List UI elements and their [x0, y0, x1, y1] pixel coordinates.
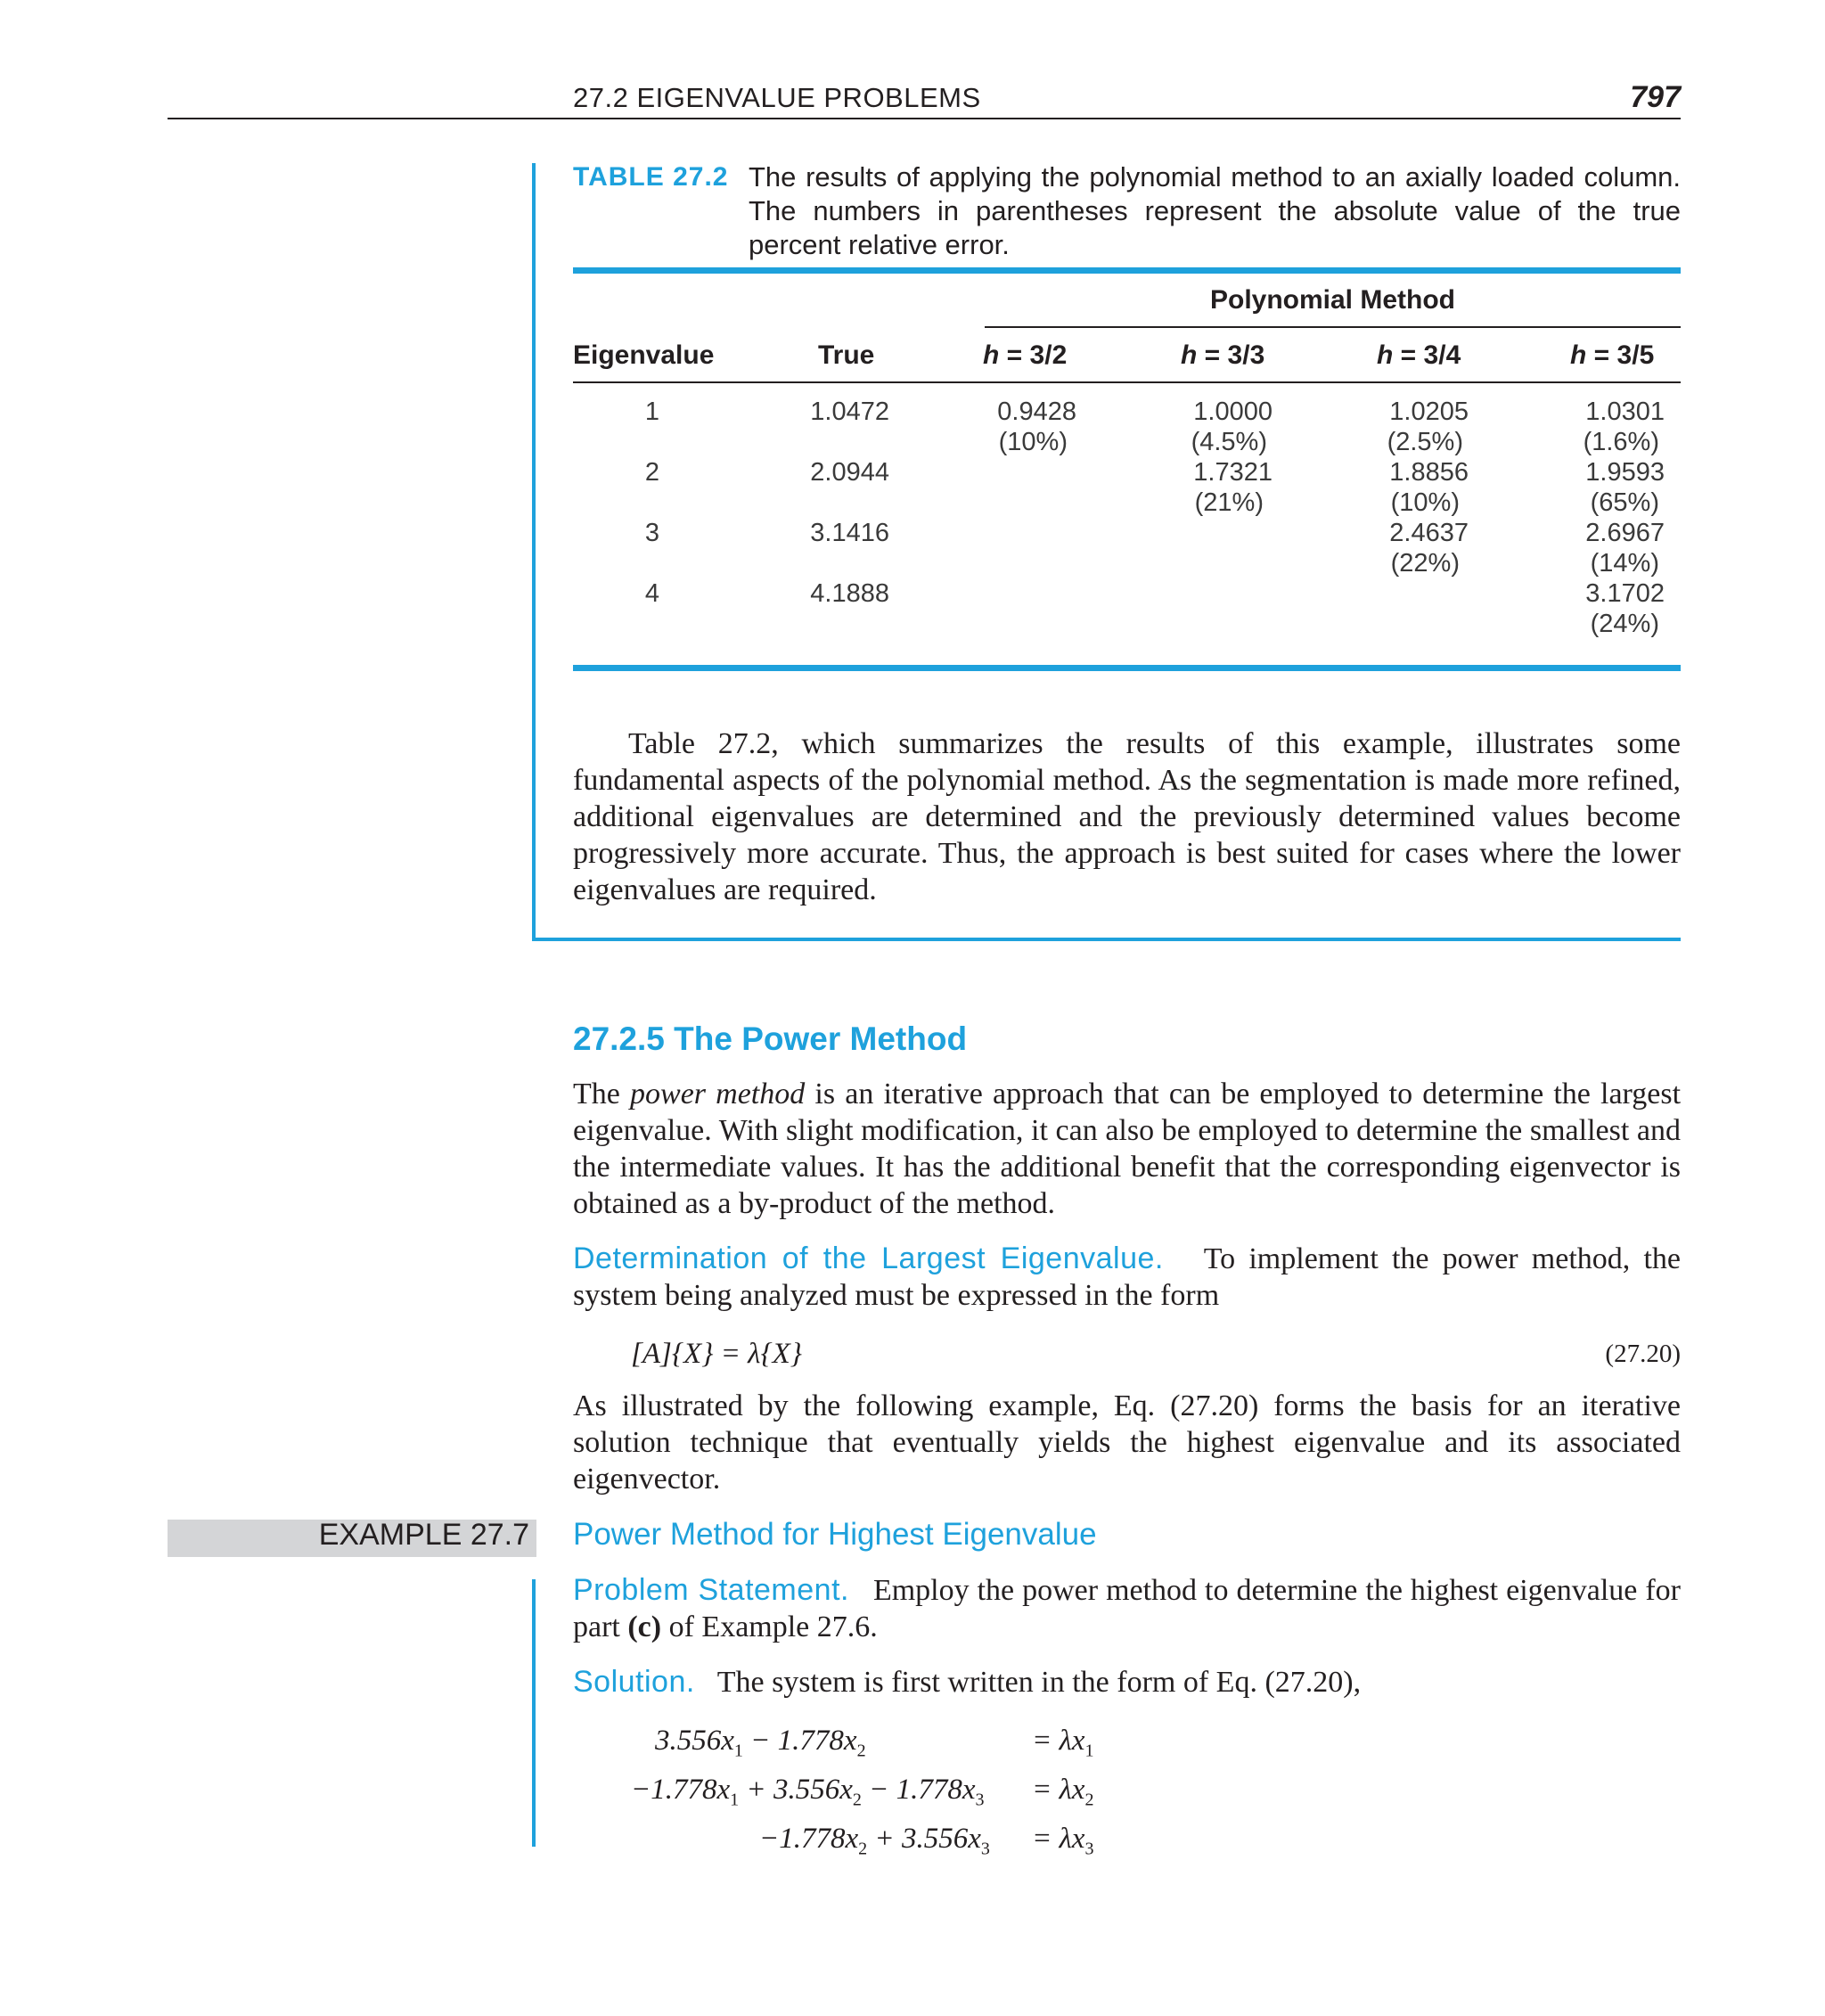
table-cell: 1.7321	[1193, 458, 1273, 487]
polynomial-method-header: Polynomial Method	[1209, 285, 1455, 315]
table-cell: 1	[644, 397, 659, 426]
term-power-method: power method	[630, 1078, 806, 1110]
table-cell: (24%)	[1590, 610, 1659, 638]
table-cell: 3	[644, 519, 659, 547]
table-cell: (2.5%)	[1387, 428, 1463, 456]
running-header-section: 27.2 EIGENVALUE PROBLEMS	[573, 82, 981, 113]
table-cell: 1.0000	[1193, 397, 1273, 426]
table-cell: (65%)	[1590, 488, 1659, 517]
column-header-rule	[573, 381, 1681, 383]
run-in-head-problem-statement: Problem Statement.	[573, 1573, 849, 1607]
table-cell: 2	[644, 458, 659, 487]
table-cell: 1.9593	[1585, 458, 1665, 487]
table-cell: (21%)	[1194, 488, 1264, 517]
equation-row-3-lhs: $-1.778x_2 + 3.556x_3$	[759, 1823, 990, 1859]
column-header-h1: h = 3/2	[983, 340, 1068, 370]
table-label: TABLE 27.2	[573, 162, 729, 192]
page-number: 797	[1630, 80, 1681, 114]
table-box-bottom-line	[532, 938, 1681, 941]
equation-number: (27.20)	[1605, 1340, 1681, 1368]
column-header-h4: h = 3/5	[1570, 340, 1655, 370]
table-cell: 2.4637	[1389, 519, 1469, 547]
section-title: 27.2.5 The Power Method	[573, 1020, 968, 1057]
equation-27-20: [A]{X} = λ{X}	[631, 1338, 803, 1370]
table-caption: The results of applying the polynomial method to an axially loaded column. The numbers in parentheses represent the absolute value of the true percent relative error.	[749, 161, 1681, 260]
header-rule	[168, 118, 1681, 119]
summary-paragraph: Table 27.2, which summarizes the results of this example, illustrates some fundamental aspects of the polynomial method. As the segmentation is made more refined, additional eigenvalues are determined and the previously determined values become progressively more accurate. Thus, the approach is best suited for cases where the lower eigenvalues are required.	[573, 727, 1681, 906]
equation-row-2-rhs: = $\lambda x_2$	[1032, 1774, 1094, 1810]
after-equation-paragraph: As illustrated by the following example, Eq. (27.20) forms the basis for an iterative solution technique that eventually yields the highest eigenvalue and its associated eigenvector.	[573, 1389, 1681, 1496]
column-header-eigenvalue: Eigenvalue	[573, 340, 715, 370]
table-cell: 3.1416	[810, 519, 889, 547]
column-header-h2: h = 3/3	[1181, 340, 1265, 370]
table-cell: 1.8856	[1389, 458, 1469, 487]
table-cell: (14%)	[1590, 549, 1659, 578]
example-side-bar	[532, 1579, 536, 1847]
table-cell: (10%)	[998, 428, 1068, 456]
table-cell: 1.0472	[810, 397, 889, 426]
column-header-h3: h = 3/4	[1377, 340, 1461, 370]
largest-eigenvalue-paragraph: Determination of the Largest Eigenvalue. To implement the power method, the system being analyzed must be expressed in the form	[573, 1242, 1681, 1312]
example-label: EXAMPLE 27.7	[318, 1518, 529, 1552]
table-side-bar	[532, 163, 536, 940]
table-cell: 2.6967	[1585, 519, 1665, 547]
power-method-intro: The power method is an iterative approach that can be employed to determine the largest eigenvalue. With slight modification, it can also be employed to determine the smallest and the intermediate values. It has the additional benefit that the corresponding eigenvector is obtained as a by-product of the method.	[573, 1078, 1682, 1220]
equation-row-3-rhs: = $\lambda x_3$	[1032, 1823, 1094, 1859]
equation-row-2-lhs: $-1.778x_1 + 3.556x_2 - 1.778x_3$	[631, 1774, 985, 1810]
group-header-rule	[985, 326, 1681, 328]
table-cell: 1.0205	[1389, 397, 1469, 426]
table-cell: 0.9428	[997, 397, 1076, 426]
table-cell: (22%)	[1390, 549, 1460, 578]
table-cell: 2.0944	[810, 458, 889, 487]
table-cell: (1.6%)	[1583, 428, 1659, 456]
problem-statement: Problem Statement. Employ the power method to determine the highest eigenvalue for part (c) of Example 27.6.	[573, 1573, 1681, 1643]
solution-paragraph: Solution. The system is first written in the form of Eq. (27.20),	[573, 1665, 1362, 1699]
equation-row-1-rhs: = $\lambda x_1$	[1032, 1725, 1094, 1761]
column-header-true: True	[818, 340, 875, 370]
table-cell: (4.5%)	[1191, 428, 1267, 456]
equation-row-1-lhs: $3.556x_1 - 1.778x_2$	[655, 1725, 866, 1761]
table-cell: 4	[644, 579, 659, 608]
example-title: Power Method for Highest Eigenvalue	[573, 1517, 1097, 1552]
table-cell: 1.0301	[1585, 397, 1665, 426]
table-cell: 4.1888	[810, 579, 889, 608]
run-in-head-solution: Solution.	[573, 1665, 695, 1699]
table-bottom-rule	[573, 665, 1681, 671]
table-cell: (10%)	[1390, 488, 1460, 517]
table-cell: 3.1702	[1585, 579, 1665, 608]
run-in-head-largest-eigenvalue: Determination of the Largest Eigenvalue.	[573, 1242, 1164, 1275]
table-top-rule	[573, 267, 1681, 274]
